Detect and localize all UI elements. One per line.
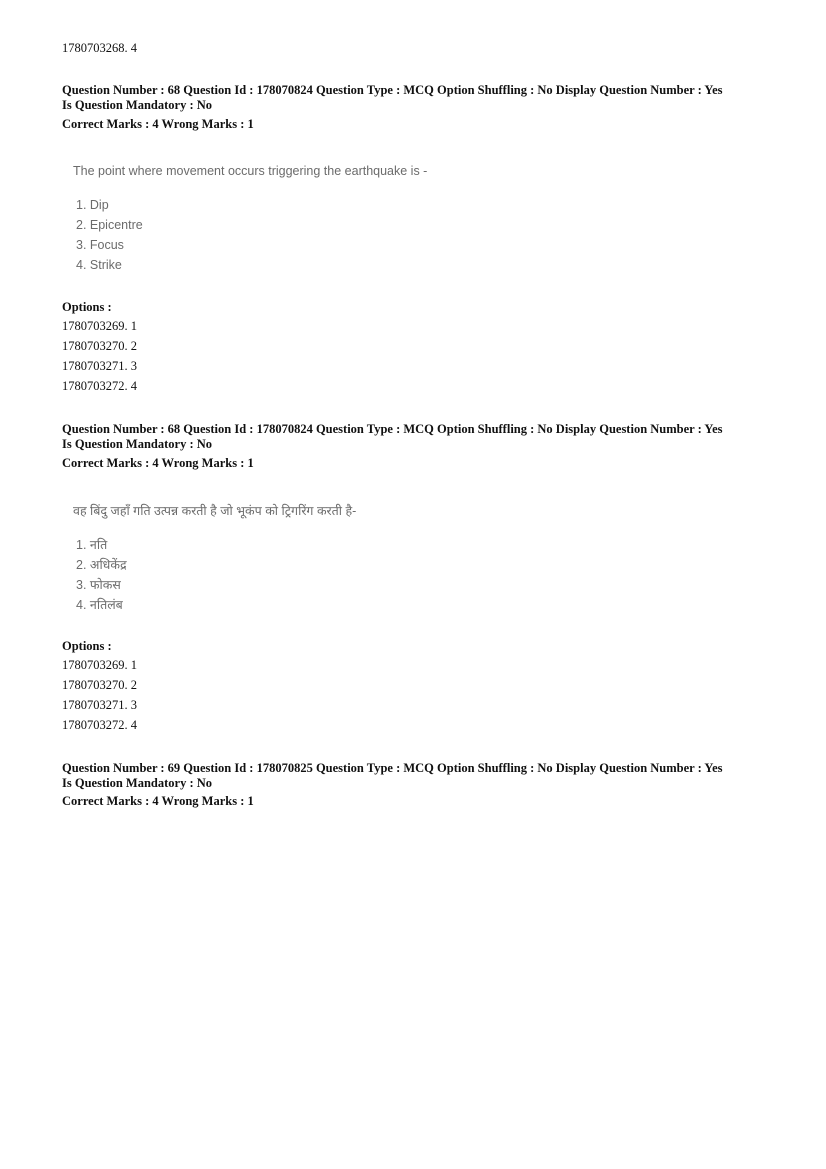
option-line: 1780703269. 1 [62, 658, 137, 672]
question-marks: Correct Marks : 4 Wrong Marks : 1 [62, 794, 254, 808]
previous-option-line: 1780703268. 4 [62, 41, 137, 55]
option-line: 1780703269. 1 [62, 319, 137, 333]
option-line: 1780703271. 3 [62, 359, 137, 373]
options-label: Options : [62, 300, 112, 314]
question-marks: Correct Marks : 4 Wrong Marks : 1 [62, 456, 254, 470]
choice-item: 3. फोकस [76, 578, 121, 592]
option-line: 1780703272. 4 [62, 718, 137, 732]
question-mandatory: Is Question Mandatory : No [62, 98, 213, 112]
options-label: Options : [62, 639, 112, 653]
question-header: Question Number : 69 Question Id : 178070825 Question Type : MCQ Option Shuffling : No Display Question Number : Yes [62, 761, 723, 775]
option-line: 1780703270. 2 [62, 339, 137, 353]
option-line: 1780703272. 4 [62, 379, 137, 393]
choice-item: 2. Epicentre [76, 218, 143, 232]
option-line: 1780703270. 2 [62, 678, 137, 692]
question-mandatory: Is Question Mandatory : No [62, 776, 213, 790]
choice-item: 1. Dip [76, 198, 109, 212]
question-text: The point where movement occurs triggering the earthquake is - [73, 164, 428, 178]
choice-item: 3. Focus [76, 238, 124, 252]
question-header: Question Number : 68 Question Id : 178070824 Question Type : MCQ Option Shuffling : No Display Question Number : Yes [62, 422, 723, 436]
option-line: 1780703271. 3 [62, 698, 137, 712]
choice-item: 2. अधिकेंद्र [76, 558, 127, 572]
question-header: Question Number : 68 Question Id : 178070824 Question Type : MCQ Option Shuffling : No Display Question Number : Yes [62, 83, 723, 97]
choice-item: 1. नति [76, 538, 108, 552]
choice-item: 4. Strike [76, 258, 122, 272]
choice-item: 4. नतिलंब [76, 598, 123, 612]
question-text: वह बिंदु जहाँ गति उत्पन्न करती है जो भूकंप को ट्रिगरिंग करती है- [73, 504, 357, 518]
question-marks: Correct Marks : 4 Wrong Marks : 1 [62, 117, 254, 131]
question-mandatory: Is Question Mandatory : No [62, 437, 213, 451]
